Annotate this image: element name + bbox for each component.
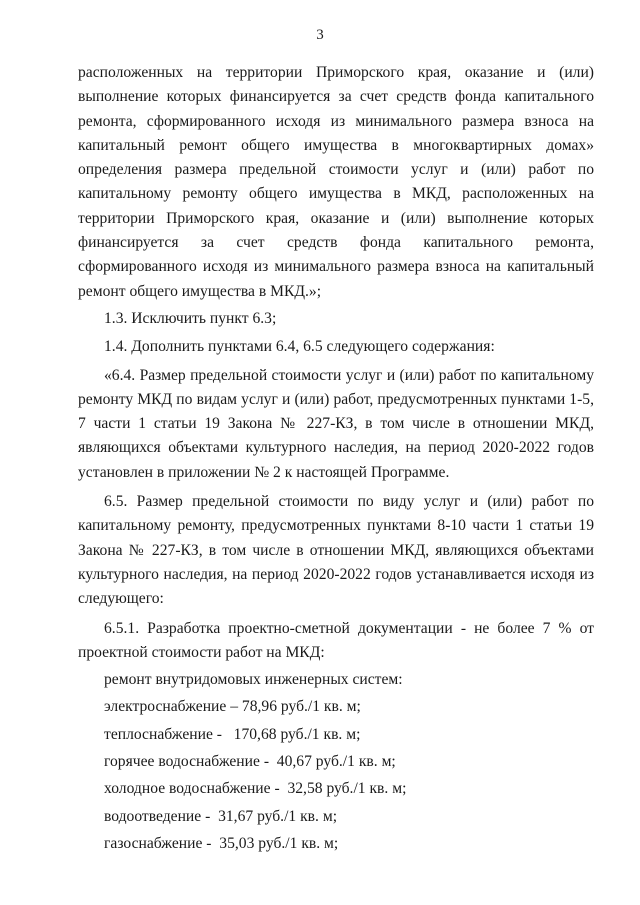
paragraph-6-5-1: 6.5.1. Разработка проектно-сметной документации - не более 7 % от проектной стоимости работ на МКД: [78,619,594,661]
list-item-cold-water: холодное водоснабжение - 32,58 руб./1 кв. м; [104,780,407,798]
list-item-drainage: водоотведение - 31,67 руб./1 кв. м; [104,807,338,825]
list-heading: ремонт внутридомовых инженерных систем: [104,671,403,689]
list-item-hot-water: горячее водоснабжение - 40,67 руб./1 кв. м; [104,753,396,771]
document-body [78,61,594,856]
list-item-heating: теплоснабжение - 170,68 руб./1 кв. м; [104,725,361,743]
paragraph-6-4: «6.4. Размер предельной стоимости услуг и (или) работ по капитальному ремонту МКД по видам услуг и (или) работ, предусмотренных пунктами 1-5, 7 части 1 статьи 19 Закона № 227-КЗ, в том числе в отношении МКД, являющихся объектами культурного наследия, на период 2020-2022 годов установлен в приложении № 2 к настоящей Программе. [78,366,594,481]
paragraph-6-5: 6.5. Размер предельной стоимости по виду услуг и (или) работ по капитальному ремонту, предусмотренных пунктами 8-10 части 1 статьи 19 Закона № 227-КЗ, в том числе в отношении МКД, являющихся объектами культурного наследия, на период 2020-2022 годов устанавливается исходя из следующего: [78,493,594,608]
cost-list [78,668,594,856]
paragraph-item-1-3: 1.3. Исключить пункт 6.3; [104,309,277,327]
paragraph-item-1-4: 1.4. Дополнить пунктами 6.4, 6.5 следующего содержания: [104,338,495,356]
list-item-electricity: электроснабжение – 78,96 руб./1 кв. м; [104,698,361,716]
page-number: 3 [316,27,324,43]
list-item-gas: газоснабжение - 35,03 руб./1 кв. м; [104,834,339,852]
paragraph-continuation: расположенных на территории Приморского края, оказание и (или) выполнение которых финансируется за счет средств фонда капитального ремонта, сформированного исходя из минимального размера взноса на капитальный ремонт общего имущества в многоквартирных домах» определения размера предельной стоимости услуг и (или) работ по капитальному ремонту общего имущества в МКД, расположенных на территории Приморского края, оказание и (или) выполнение которых финансируется за счет средств фонда капитального ремонта, сформированного исходя из минимального размера взноса на капитальный ремонт общего имущества в МКД.»; [78,64,594,300]
